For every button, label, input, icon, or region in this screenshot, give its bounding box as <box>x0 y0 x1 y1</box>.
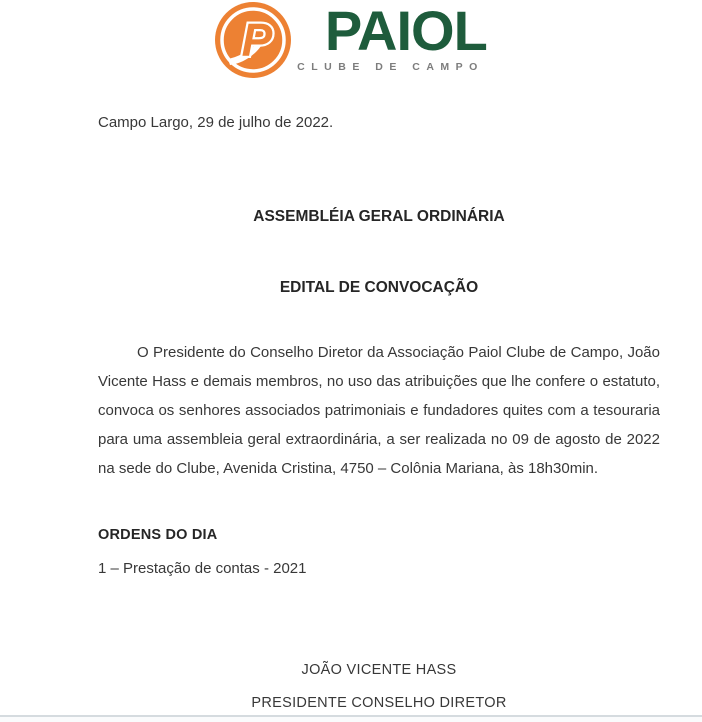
paragraph-line: convoca os senhores associados patrimoniais e fundadores quites com a tesouraria <box>98 402 660 419</box>
paiol-logo-icon <box>215 2 291 78</box>
signature-name: JOÃO VICENTE HASS <box>301 662 457 678</box>
dateline: Campo Largo, 29 de julho de 2022. <box>98 114 334 131</box>
section-title-ordens-do-dia: ORDENS DO DIA <box>98 527 218 543</box>
viewport-bottom-border <box>0 715 702 722</box>
logo-tagline: CLUBE DE CAMPO <box>297 61 484 73</box>
convocation-paragraph <box>98 338 660 483</box>
svg-text:P: P <box>241 14 273 66</box>
heading-assembleia-geral: ASSEMBLÉIA GERAL ORDINÁRIA <box>253 208 505 225</box>
logo-text-column <box>297 2 487 73</box>
paragraph-line: O Presidente do Conselho Diretor da Associação Paiol Clube de Campo, João <box>137 344 660 361</box>
paragraph-line: Vicente Hass e demais membros, no uso das atribuições que lhe confere o estatuto, <box>98 373 660 390</box>
signature-role: PRESIDENTE CONSELHO DIRETOR <box>251 695 507 711</box>
heading-edital-convocacao: EDITAL DE CONVOCAÇÃO <box>279 279 479 296</box>
club-logo <box>0 2 702 78</box>
agenda-item-1: 1 – Prestação de contas - 2021 <box>98 560 307 577</box>
logo-wordmark: PAIOL <box>324 0 487 62</box>
paragraph-line: para uma assembleia geral extraordinária, a ser realizada no 09 de agosto de 2022 <box>98 431 660 448</box>
paragraph-line: na sede do Clube, Avenida Cristina, 4750 – Colônia Mariana, às 18h30min. <box>98 460 599 477</box>
